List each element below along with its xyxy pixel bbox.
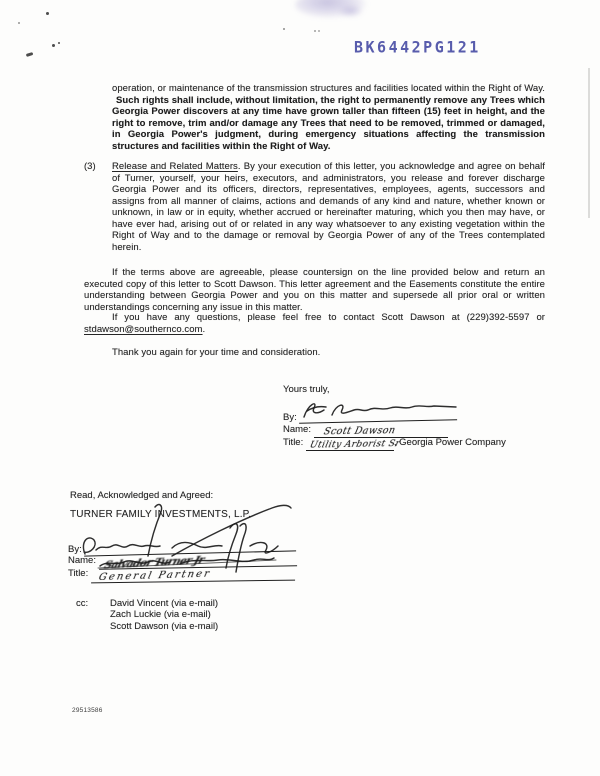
cc-label: cc: xyxy=(76,598,89,609)
cc-name: David Vincent (via e-mail) xyxy=(110,598,219,609)
item3-separator: . xyxy=(237,161,244,172)
list-item-release-matters xyxy=(84,161,545,253)
paragraph-rights-continuation xyxy=(112,83,545,152)
company-name: TURNER FAMILY INVESTMENTS, L.P. xyxy=(70,509,252,520)
cc-name: Zach Luckie (via e-mail) xyxy=(110,609,211,621)
scan-speckle xyxy=(18,22,20,24)
paragraph-thanks: Thank you again for your time and consideration. xyxy=(112,347,321,358)
acknowledged-heading: Read, Acknowledged and Agreed: xyxy=(70,490,214,501)
closing-yours-truly: Yours truly, xyxy=(283,384,330,395)
list-item-number: (3) xyxy=(84,161,96,172)
contact-text: If you have any questions, please feel free to contact Scott Dawson at (229)392-5597 or xyxy=(112,312,545,323)
title-typed-text: , Georgia Power Company xyxy=(393,437,506,448)
name-label: Name: xyxy=(68,555,96,566)
paragraph-countersign: If the terms above are agreeable, please countersign on the line provided below and return an executed copy of this letter to Scott Dawson. This letter agreement and the Easements constitute the entire understanding between Georgia Power and you on this matter and supersede all prior oral or written understandings concerning any issue in this matter. xyxy=(84,267,545,313)
scan-speckle xyxy=(52,44,55,47)
item3-body xyxy=(112,161,545,253)
document-number: 29513586 xyxy=(72,707,103,714)
item3-heading: Release and Related Matters xyxy=(112,161,238,172)
signature-line xyxy=(306,439,401,451)
paragraph-text: operation, or maintenance of the transmission structures and facilities located within the Right of Way. xyxy=(112,83,545,94)
gp-title-row xyxy=(283,437,506,451)
name-label: Name: xyxy=(283,424,311,435)
handwritten-name: Salvador Turner Jr xyxy=(102,554,206,572)
title-label: Title: xyxy=(68,568,89,579)
gp-name-row xyxy=(283,424,448,438)
scan-speckle xyxy=(46,12,49,15)
handwritten-title: Utility Arborist Sr xyxy=(308,439,401,451)
paragraph-contact xyxy=(84,312,545,335)
ink-smudge xyxy=(338,4,364,18)
handwritten-name: Scott Dawson xyxy=(322,425,397,438)
scan-edge-artifact xyxy=(588,68,590,218)
contact-suffix: . xyxy=(202,323,206,335)
scan-speckle xyxy=(26,52,33,57)
scan-speckle xyxy=(314,30,316,32)
scan-speckle xyxy=(58,42,60,44)
email-text: stdawson@southernco.com xyxy=(84,323,203,335)
turner-signature-scribble xyxy=(60,480,320,590)
paragraph-bold-text: Such rights shall include, without limitation, the right to permanently remove any Trees which Georgia Power discovers at any time have grown taller than fifteen (15) feet in height, and the right to remove, trim and/or damage any Trees that need to be removed, trimmed or damaged, in Georgia Power's judgment, during emergency situations affecting the transmission structures and facilities within the Right of Way. xyxy=(112,94,545,152)
handwritten-title: General Partner xyxy=(97,568,212,584)
gp-signature-scribble xyxy=(295,398,467,426)
item3-text: By your execution of this letter, you acknowledge and agree on behalf of Turner, yourself, your heirs, executors, and administrators, you release and forever discharge Georgia Power and its officers, directors, representatives, employees, agents, successors and assigns from all manner of claims, actions and demands of any kind and nature, whether known or unknown, in law or in equity, whether accrued or hereinafter maturing, which you then may have, or have ever had, arising out of or related in any way whatsoever to any existing vegetation within the Right of Way and to the damage or removal by Georgia Power of any of the Trees contemplated herein. xyxy=(112,161,545,253)
scan-speckle xyxy=(318,30,320,32)
title-label: Title: xyxy=(283,437,304,448)
by-label: By: xyxy=(68,544,82,555)
book-page-stamp: BK6442PG121 xyxy=(354,37,481,57)
cc-name: Scott Dawson (via e-mail) xyxy=(110,620,219,632)
cc-list xyxy=(110,598,218,632)
by-label: By: xyxy=(283,412,297,423)
scan-speckle xyxy=(283,28,285,30)
